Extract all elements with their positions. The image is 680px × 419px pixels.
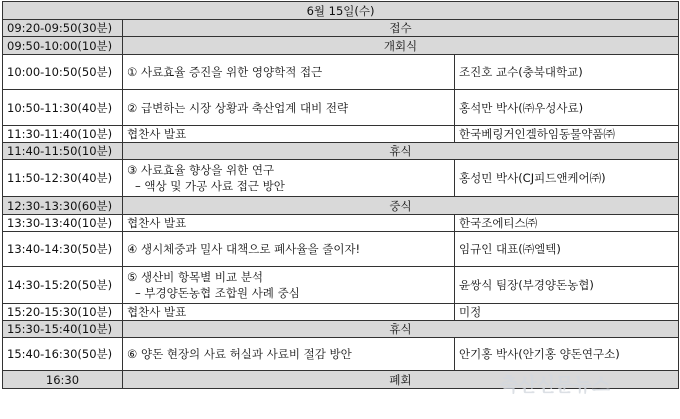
topic-cell: 협찬사 발표: [123, 215, 455, 232]
topic-cell: ① 사료효율 증진을 위한 영양학적 접근: [123, 55, 455, 90]
event-label: 폐회: [123, 371, 679, 389]
event-label: 접수: [123, 20, 679, 37]
table-row: [3, 304, 679, 321]
time-cell: 13:40-14:30(50분): [3, 232, 123, 267]
speaker-cell: 임규인 대표(㈜엘텍): [455, 232, 679, 267]
watermark-logo: 축산신문뉴스: [500, 374, 611, 396]
time-cell: 09:50-10:00(10분): [3, 37, 123, 55]
speaker-cell: 미정: [455, 304, 679, 321]
topic-cell: ② 급변하는 시장 상황과 축산업계 대비 전략: [123, 90, 455, 126]
topic-cell: [123, 267, 455, 304]
table-row: [3, 321, 679, 338]
table-row: [3, 267, 679, 304]
time-cell: 16:30: [3, 371, 123, 389]
event-label: 휴식: [123, 321, 679, 338]
time-cell: 15:40-16:30(50분): [3, 338, 123, 371]
topic-cell: [123, 160, 455, 197]
time-cell: 15:30-15:40(10분): [3, 321, 123, 338]
topic-title: ⑤ 생산비 항목별 비교 분석: [127, 270, 264, 284]
header-row: [3, 2, 679, 20]
time-cell: 10:50-11:30(40분): [3, 90, 123, 126]
date-header: 6월 15일(수): [3, 2, 679, 20]
event-label: 중식: [123, 197, 679, 215]
time-cell: 11:40-11:50(10분): [3, 143, 123, 160]
table-row: [3, 215, 679, 232]
table-row: [3, 37, 679, 55]
topic-cell: ⑥ 양돈 현장의 사료 허실과 사료비 절감 방안: [123, 338, 455, 371]
speaker-cell: 한국조에티스㈜: [455, 215, 679, 232]
time-cell: 10:00-10:50(50분): [3, 55, 123, 90]
time-cell: 15:20-15:30(10분): [3, 304, 123, 321]
event-label: 개회식: [123, 37, 679, 55]
table-row: [3, 338, 679, 371]
table-row: [3, 55, 679, 90]
table-row: [3, 20, 679, 37]
topic-title: ③ 사료효율 향상을 위한 연구: [127, 163, 275, 177]
table-row: [3, 160, 679, 197]
time-cell: 12:30-13:30(60분): [3, 197, 123, 215]
event-label: 휴식: [123, 143, 679, 160]
table-row: [3, 143, 679, 160]
topic-subtitle: – 액상 및 가공 사료 접근 방안: [135, 179, 285, 193]
speaker-cell: 한국베링거인겔하임동물약품㈜: [455, 126, 679, 143]
speaker-cell: 윤쌍식 팀장(부경양돈농협): [455, 267, 679, 304]
topic-cell: 협찬사 발표: [123, 304, 455, 321]
schedule-table: [2, 1, 679, 389]
table-row: [3, 197, 679, 215]
speaker-cell: 조진호 교수(충북대학교): [455, 55, 679, 90]
time-cell: 14:30-15:20(50분): [3, 267, 123, 304]
table-row: [3, 90, 679, 126]
topic-subtitle: – 부경양돈농협 조합원 사례 중심: [135, 286, 300, 300]
speaker-cell: 홍성민 박사(CJ피드앤케어㈜): [455, 160, 679, 197]
speaker-cell: 안기홍 박사(안기홍 양돈연구소): [455, 338, 679, 371]
speaker-cell: 홍석만 박사(㈜우성사료): [455, 90, 679, 126]
topic-cell: ④ 생시체중과 밀사 대책으로 폐사율을 줄이자!: [123, 232, 455, 267]
table-row: [3, 232, 679, 267]
time-cell: 11:50-12:30(40분): [3, 160, 123, 197]
topic-cell: 협찬사 발표: [123, 126, 455, 143]
time-cell: 13:30-13:40(10분): [3, 215, 123, 232]
time-cell: 09:20-09:50(30분): [3, 20, 123, 37]
time-cell: 11:30-11:40(10분): [3, 126, 123, 143]
table-row: [3, 126, 679, 143]
